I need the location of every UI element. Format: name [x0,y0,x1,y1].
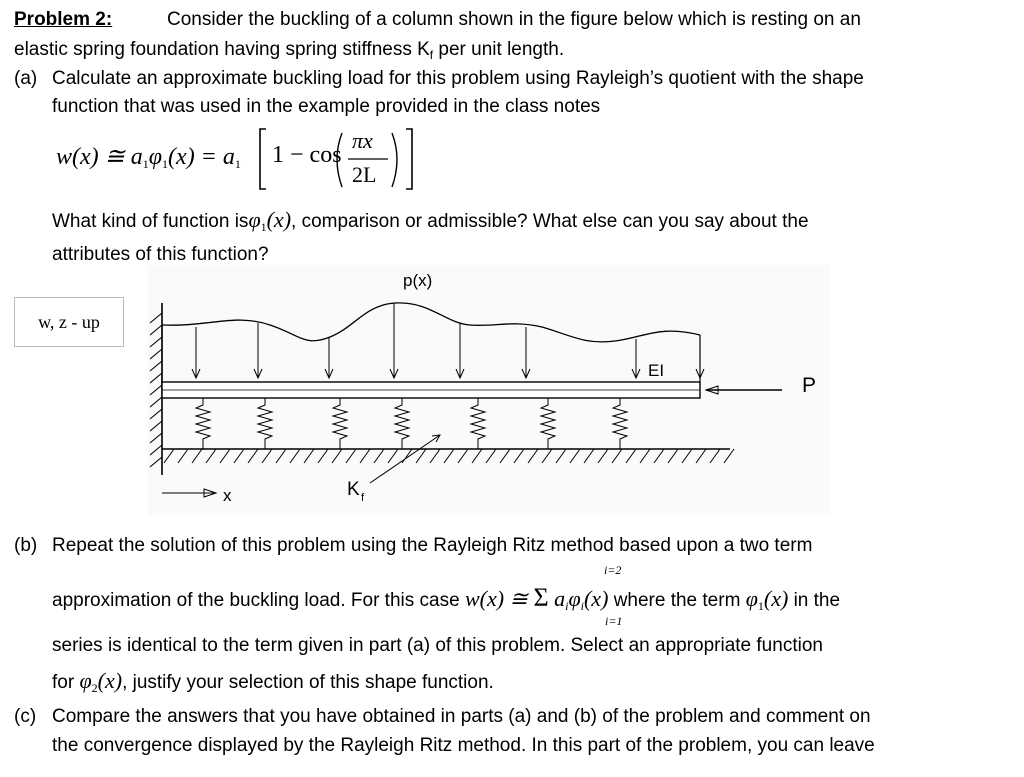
equation-frac-den: 2L [352,162,377,187]
part-a-question: What kind of function isφ$_1$(x), comparison or admissible? What else can you say about the [52,207,809,234]
equation-bracket-inner: 1 − cos [272,142,342,168]
part-a-label: (a) [14,68,38,89]
part-c-label: (c) [14,706,37,727]
column-figure [140,265,860,515]
force-label: P [802,374,817,397]
ei-label: EI [648,361,665,380]
stiffness-subscript: f [361,492,365,504]
problem-intro-line2: elastic spring foundation having spring stiffness $K_f$ per unit length. [14,39,565,62]
load-label: p(x) [403,271,433,290]
part-b-line4: for $\varphi_2(x)$, justify your selection of this shape function. [52,668,494,695]
equation-frac-num: πx [352,128,373,153]
problem-intro-line1: Consider the buckling of a column shown in the figure below which is resting on an [167,9,861,30]
part-b-line2: approximation of the buckling load. For this case w(x) ≅ Σ $a_i\varphi_i(x)$ where the term $\varphi_1(x)$ in the [52,583,841,613]
part-b-label: (b) [14,535,38,556]
axis-convention-box: w, z - up [14,297,124,347]
x-axis-label: x [223,486,232,505]
part-a-line1: Calculate an approximate buckling load for this problem using Rayleigh’s quotient with the shape [52,68,864,89]
part-a-question-line2: attributes of this function? [52,244,269,265]
problem-heading: Problem 2: [14,9,113,30]
part-c-line2: the convergence displayed by the Rayleigh Ritz method. In this part of the problem, you can leave [52,735,875,756]
part-c-line1: Compare the answers that you have obtained in parts (a) and (b) of the problem and comment on [52,706,871,727]
part-b-line1: Repeat the solution of this problem using the Rayleigh Ritz method based upon a two term [52,535,813,556]
part-b-line3: series is identical to the term given in part (a) of this problem. Select an appropriate function [52,635,823,656]
sum-lower-limit: i=1 [605,614,623,628]
stiffness-label: K [347,479,360,500]
shape-function-equation: w(x) ≅ $a_1\varphi_1(x) = a_1$ [56,144,241,171]
sum-upper-limit: i=2 [604,563,622,577]
part-a-line2: function that was used in the example provided in the class notes [52,96,601,117]
